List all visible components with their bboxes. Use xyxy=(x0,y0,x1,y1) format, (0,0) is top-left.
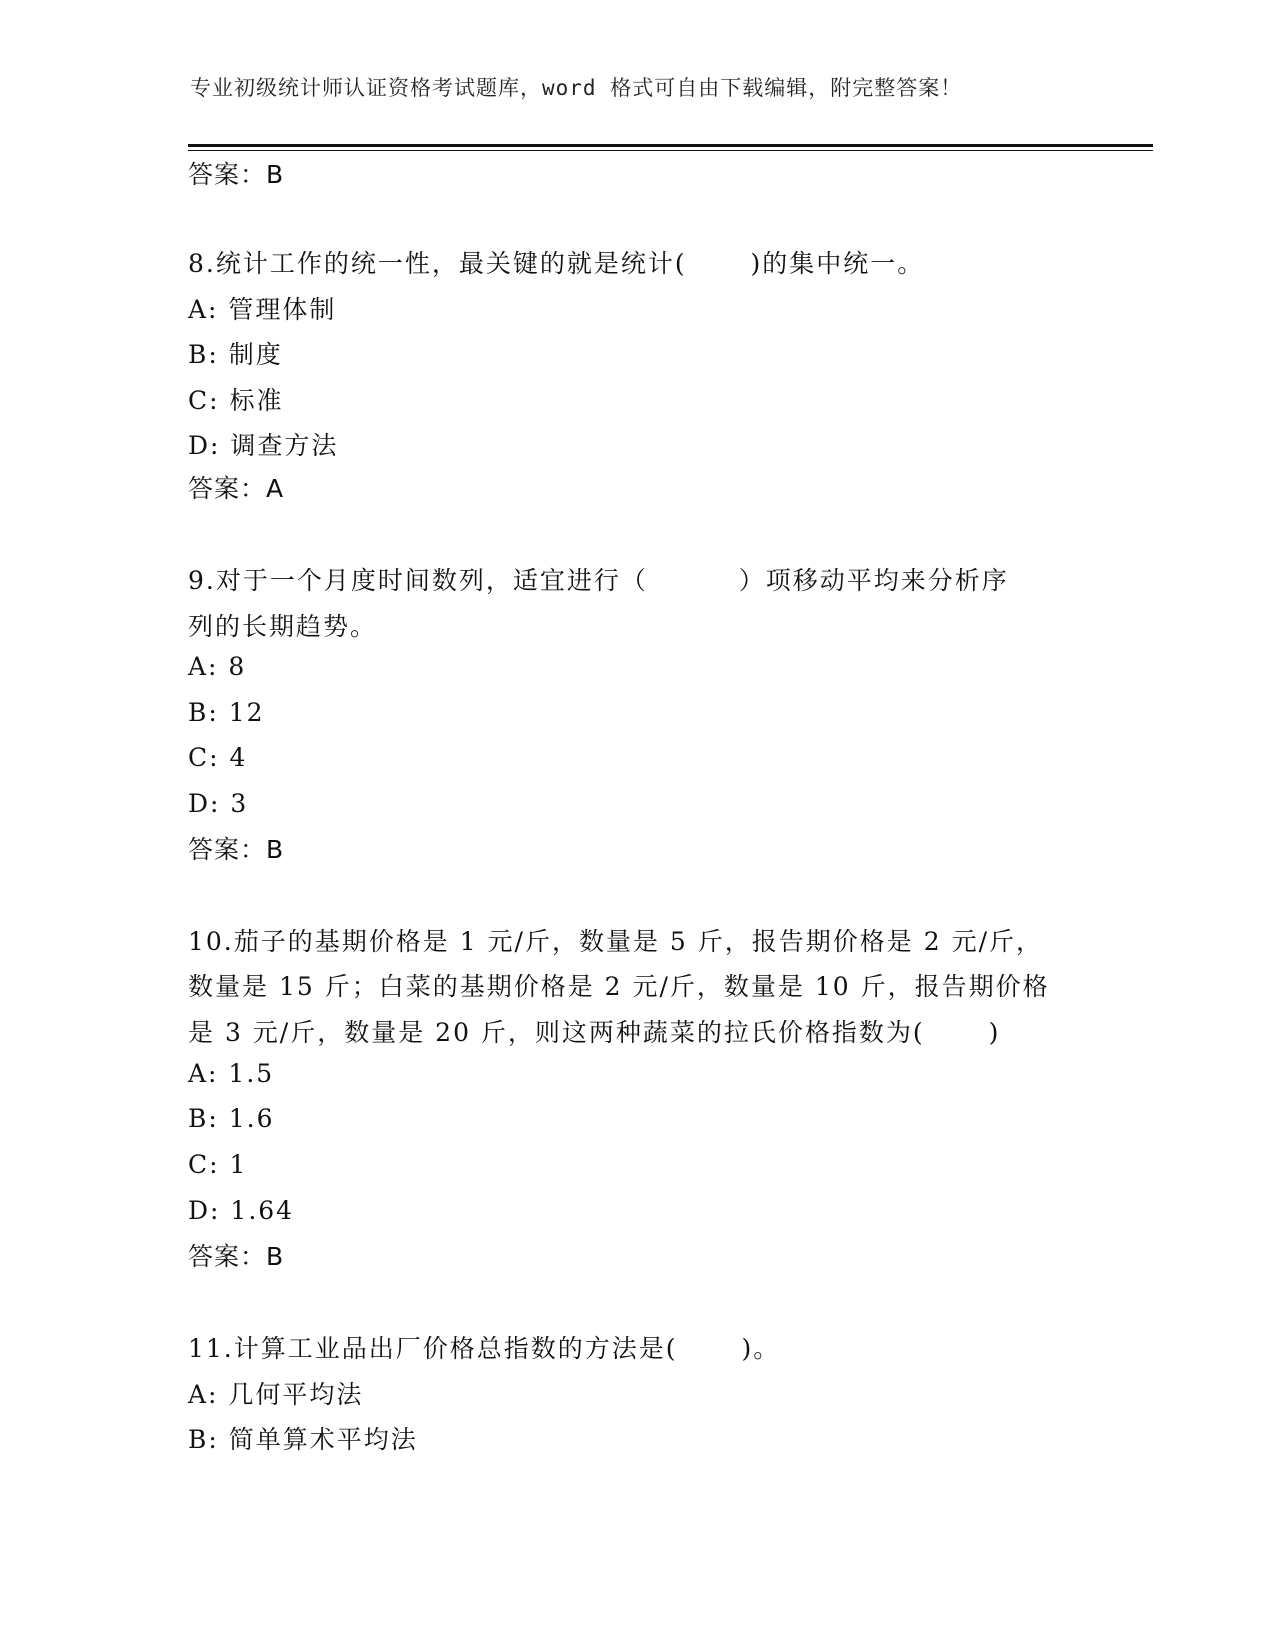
question-9-stem-line-1: 9.对于一个月度时间数列，适宜进行（ ）项移动平均来分析序 xyxy=(188,566,1009,595)
answer-q7: 答案：B xyxy=(188,160,285,189)
question-9-option-a: A: 8 xyxy=(188,652,247,681)
question-8-option-c: C: 标准 xyxy=(188,386,284,415)
question-9-option-c: C: 4 xyxy=(188,743,248,772)
answer-q9: 答案：B xyxy=(188,835,285,864)
page-header: 专业初级统计师认证资格考试题库，word 格式可自由下载编辑，附完整答案！ xyxy=(190,76,963,100)
question-9-option-b: B: 12 xyxy=(188,698,265,727)
question-8-option-a: A: 管理体制 xyxy=(188,295,337,324)
question-9-option-d: D: 3 xyxy=(188,789,249,818)
question-8-option-d: D: 调查方法 xyxy=(188,431,339,460)
question-11-option-b: B: 简单算术平均法 xyxy=(188,1425,418,1454)
question-10-stem-line-1: 10.茄子的基期价格是 1 元/斤，数量是 5 斤，报告期价格是 2 元/斤， xyxy=(188,927,1044,956)
question-10-option-d: D: 1.64 xyxy=(188,1196,295,1225)
question-10-stem-line-3: 是 3 元/斤，数量是 20 斤，则这两种蔬菜的拉氏价格指数为( ) xyxy=(188,1018,1001,1047)
question-8-option-b: B: 制度 xyxy=(188,340,283,369)
question-11-stem: 11.计算工业品出厂价格总指数的方法是( )。 xyxy=(188,1334,781,1363)
header-rule-thin xyxy=(188,150,1153,151)
question-10-option-c: C: 1 xyxy=(188,1150,248,1179)
question-10-option-a: A: 1.5 xyxy=(188,1059,275,1088)
question-10-stem-line-2: 数量是 15 斤；白菜的基期价格是 2 元/斤，数量是 10 斤，报告期价格 xyxy=(188,972,1050,1001)
question-11-option-a: A: 几何平均法 xyxy=(188,1380,364,1409)
question-9-stem-line-2: 列的长期趋势。 xyxy=(188,612,378,641)
answer-q10: 答案：B xyxy=(188,1242,285,1271)
question-10-option-b: B: 1.6 xyxy=(188,1104,275,1133)
answer-q8: 答案：A xyxy=(188,474,285,503)
header-rule-thick xyxy=(188,144,1153,147)
question-8-stem: 8.统计工作的统一性，最关键的就是统计( )的集中统一。 xyxy=(188,249,925,278)
